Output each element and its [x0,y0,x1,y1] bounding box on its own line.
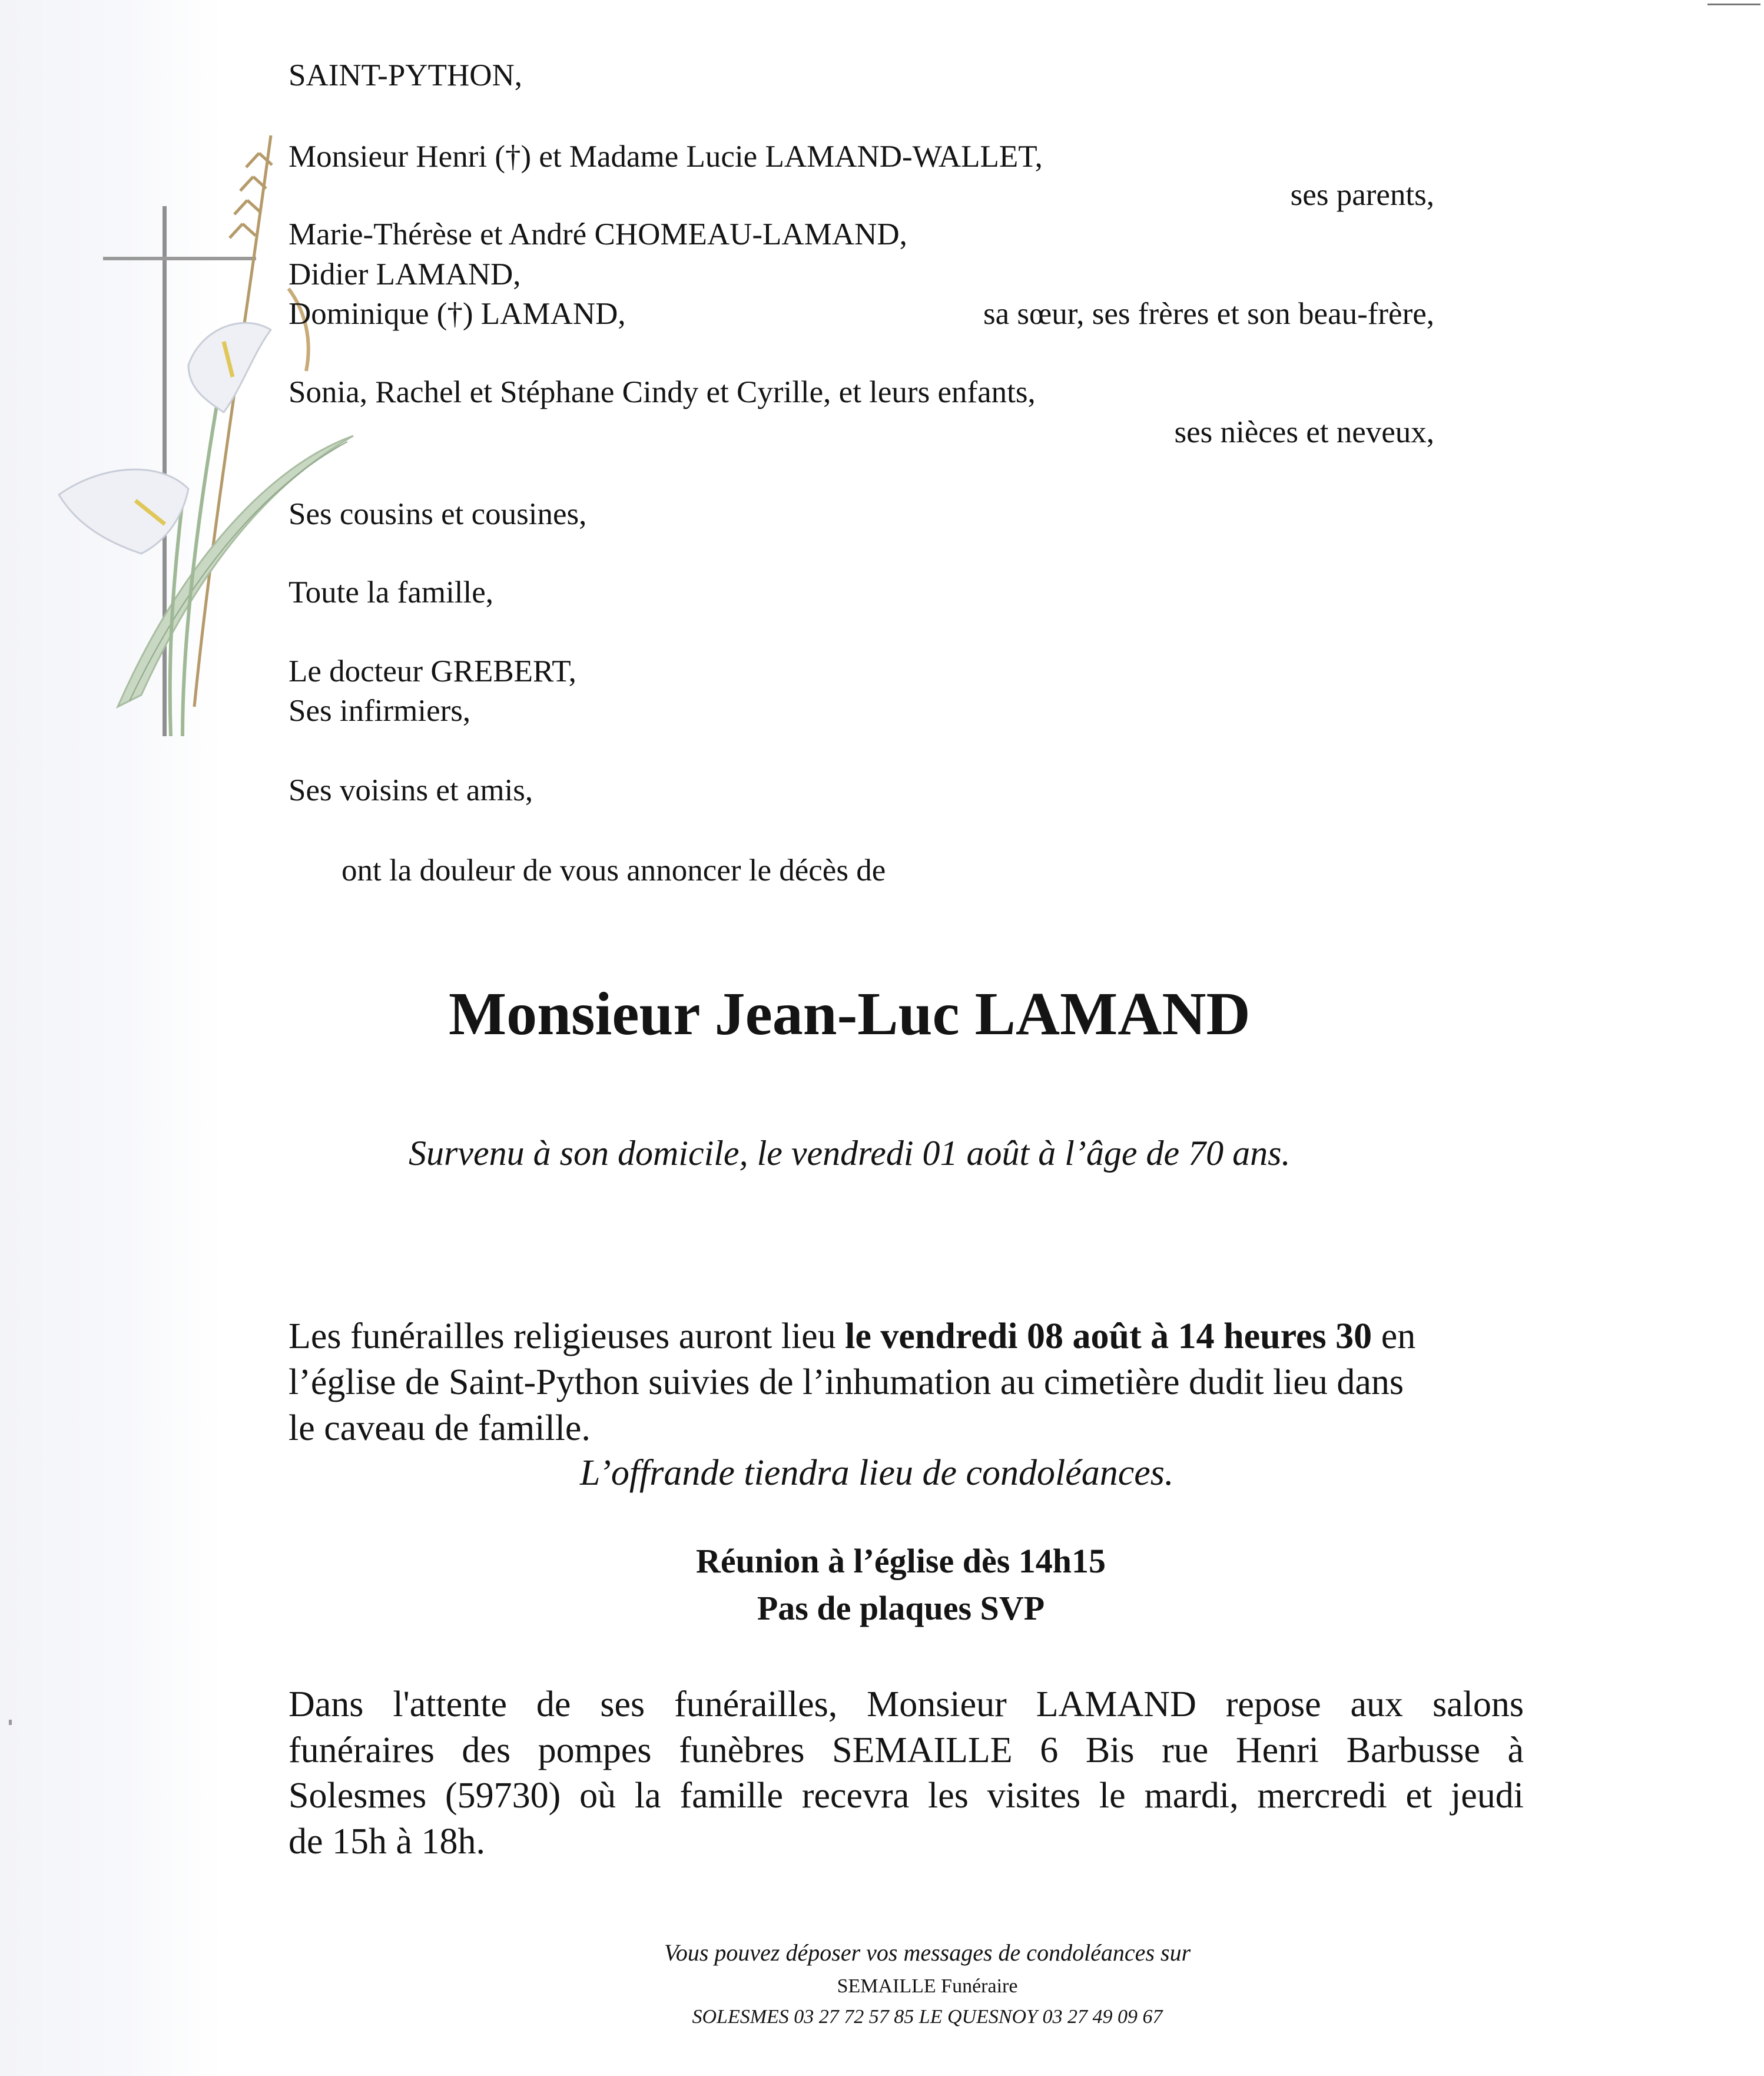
funeral-line-2: l’église de Saint-Python suivies de l’inhumation au cimetière dudit lieu dans [289,1362,1404,1402]
visitation-line-2 [289,1727,1524,1773]
scan-artifact-dot [9,1720,12,1725]
visitation-line-3 [289,1773,1524,1819]
announcement-lead: ont la douleur de vous annoncer le décès de [341,853,886,888]
nieces-role: ses nièces et neveux, [1174,415,1434,449]
neighbours-line: Ses voisins et amis, [289,773,533,807]
funeral-line-1-end: en [1372,1316,1416,1356]
meeting-note: Réunion à l’église dès 14h15 [695,1542,1106,1580]
siblings-line-1: Marie-Thérèse et André CHOMEAU-LAMAND, [289,217,907,251]
funeral-datetime: le vendredi 08 août à 14 heures 30 [845,1316,1372,1356]
deceased-name: Monsieur Jean-Luc LAMAND [449,980,1251,1048]
nieces-line: Sonia, Rachel et Stéphane Cindy et Cyrille, et leurs enfants, [289,375,1036,409]
offering-note: L’offrande tiendra lieu de condoléances. [580,1453,1174,1493]
siblings-line-2: Didier LAMAND, [289,257,521,292]
visitation-line-3-text: Solesmes (59730) où la famille recevra les visites le mardi, mercredi et jeudi [289,1776,1524,1816]
cousins-line: Ses cousins et cousines, [289,497,587,531]
company-name: SEMAILLE Funéraire [837,1975,1018,1997]
cross-lily-illustration [47,118,377,736]
phone-numbers: SOLESMES 03 27 72 57 85 LE QUESNOY 03 27 49 09 67 [692,2006,1163,2028]
visitation-line-1-text: Dans l'attente de ses funérailles, Monsieur LAMAND repose aux salons [289,1684,1524,1724]
siblings-role: sa sœur, ses frères et son beau-frère, [983,297,1434,331]
family-line: Toute la famille, [289,575,494,610]
no-plaques-note: Pas de plaques SVP [757,1589,1045,1627]
scan-artifact-line [1707,4,1760,5]
doctor-line: Le docteur GREBERT, [289,654,576,688]
nurses-line: Ses infirmiers, [289,694,471,728]
visitation-line-4: de 15h à 18h. [289,1822,486,1862]
condolences-note: Vous pouvez déposer vos messages de condoléances sur [664,1939,1191,1966]
parents-line: Monsieur Henri (†) et Madame Lucie LAMAND-WALLET, [289,140,1043,174]
funeral-line-1 [289,1313,1415,1359]
parents-role: ses parents, [1290,178,1434,212]
funeral-line-3: le caveau de famille. [289,1408,591,1448]
funeral-line-1-start: Les funérailles religieuses auront lieu [289,1316,845,1356]
visitation-line-1 [289,1681,1524,1727]
place-heading: SAINT-PYTHON, [289,58,523,92]
siblings-line-3: Dominique (†) LAMAND, [289,297,626,331]
death-circumstance: Survenu à son domicile, le vendredi 01 août à l’âge de 70 ans. [409,1134,1291,1173]
visitation-line-2-text: funéraires des pompes funèbres SEMAILLE 6 Bis rue Henri Barbusse à [289,1730,1524,1770]
